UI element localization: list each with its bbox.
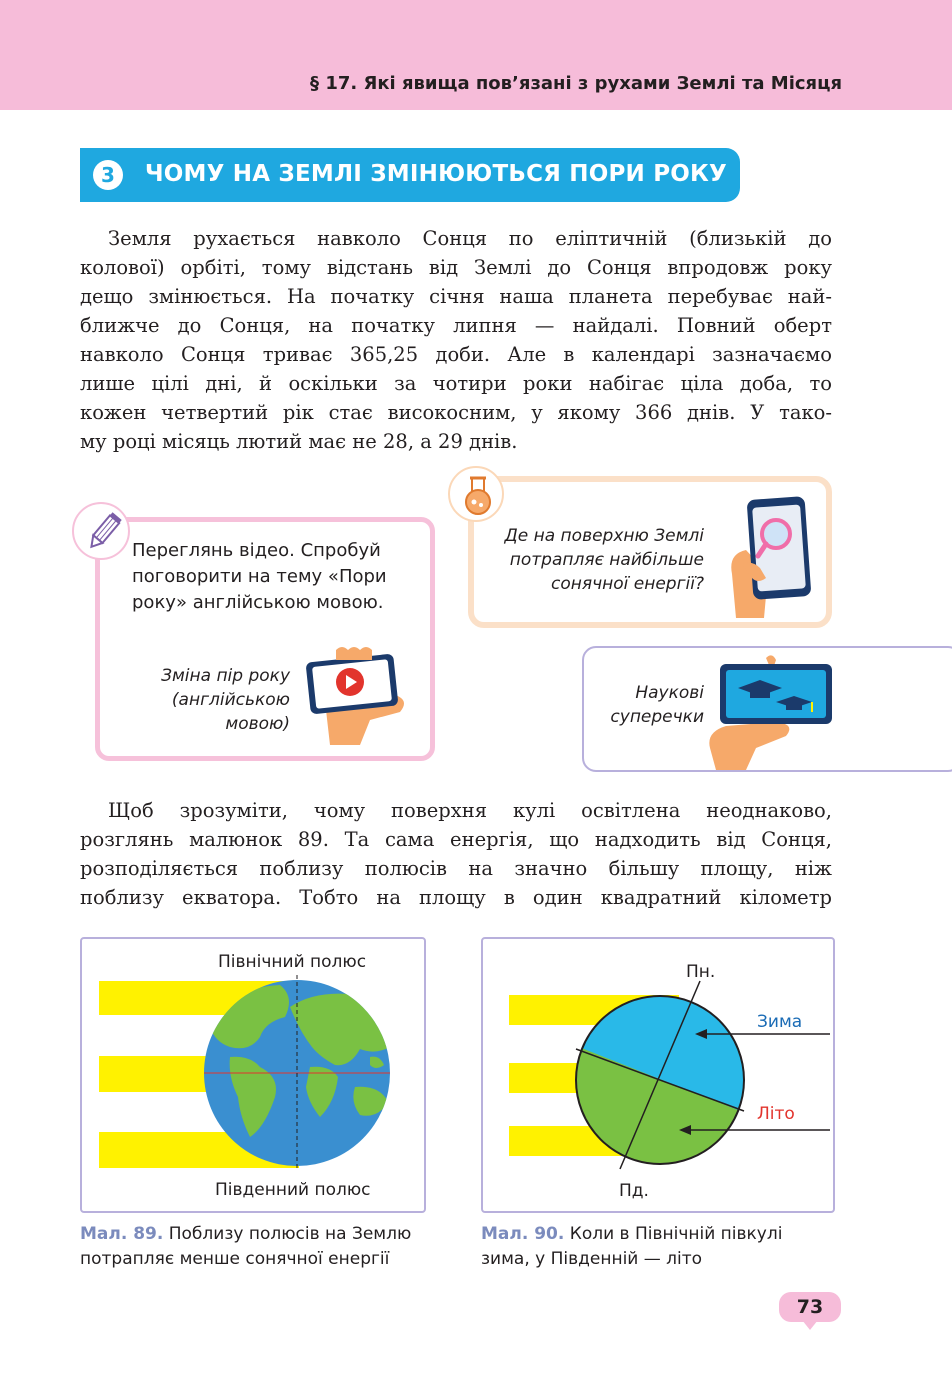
caption-number: Мал. 90.: [481, 1224, 565, 1244]
north-pole-label: Північний полюс: [218, 952, 367, 972]
caption-text: Коли в Північній півкулі: [564, 1224, 783, 1244]
caption-text: зима, у Південній — літо: [481, 1249, 703, 1269]
caption-number: Мал. 89.: [80, 1224, 164, 1244]
figure-89-caption: [80, 1222, 411, 1272]
text-line: розглянь малюнок 89. Та сама енергія, що надходить від Сонця,: [80, 828, 832, 851]
south-pole-label: Південний полюс: [215, 1180, 371, 1200]
pencil-icon: [74, 504, 132, 562]
page-number-tail: [802, 1320, 818, 1330]
debate-line: Наукові: [635, 683, 704, 703]
video-link-caption[interactable]: [150, 664, 290, 736]
text-line: колової) орбіті, тому відстань від Землі до Сонця впродовж року: [80, 256, 832, 279]
figure-89-earth-diagram: [80, 937, 426, 1213]
text-line: ближче до Сонця, на початку липня — найдалі. Повний оберт: [80, 314, 832, 337]
summer-label: Літо: [757, 1104, 795, 1124]
flask-icon: [450, 468, 506, 524]
callout-line: Переглянь відео. Спробуй: [132, 540, 381, 561]
figure-90-seasons-diagram: [481, 937, 835, 1213]
page-number: 73: [779, 1292, 841, 1322]
caption-text: Поблизу полюсів на Землю: [163, 1224, 412, 1244]
callout-line: поговорити на тему «Пори: [132, 566, 387, 587]
debate-text[interactable]: [600, 681, 704, 729]
caption-line: Зміна пір року: [161, 666, 290, 686]
phone-video-icon[interactable]: [300, 640, 410, 750]
caption-line: (англійською: [171, 690, 290, 710]
debate-line: суперечки: [610, 707, 704, 727]
video-callout-text: [132, 538, 387, 616]
south-label: Пд.: [619, 1181, 649, 1201]
text-line: поблизу екватора. Тобто на площу в один квадратний кілометр: [80, 886, 832, 909]
question-text: [490, 524, 704, 596]
north-label: Пн.: [686, 962, 716, 982]
section-number: 3: [93, 160, 123, 190]
question-line: потрапляє найбільше: [509, 550, 704, 570]
caption-text: потрапляє менше сонячної енергії: [80, 1249, 390, 1269]
text-line: лише цілі дні, й оскільки за чотири роки набігає ціла доба, то: [80, 372, 832, 395]
text-line: розподіляється поблизу полюсів на значно більшу площу, ніж: [80, 857, 832, 880]
flask-badge: [448, 466, 504, 522]
section-title: ЧОМУ НА ЗЕМЛІ ЗМІНЮЮТЬСЯ ПОРИ РОКУ: [145, 161, 727, 187]
text-line: Щоб зрозуміти, чому поверхня кулі освітлена неоднаково,: [108, 799, 832, 822]
text-line: му році місяць лютий має не 28, а 29 днів.: [80, 430, 518, 453]
winter-label: Зима: [757, 1012, 803, 1032]
question-line: сонячної енергії?: [551, 574, 704, 594]
phone-search-icon[interactable]: [728, 494, 818, 624]
figure-90-caption: [481, 1222, 782, 1272]
text-line: дещо змінюється. На початку січня наша планета перебуває най-: [80, 285, 832, 308]
callout-line: року» англійською мовою.: [132, 592, 384, 613]
text-line: Земля рухається навколо Сонця по еліптичній (близькій до: [108, 227, 832, 250]
caption-line: мовою): [225, 714, 290, 734]
paragraph-orbit: [80, 224, 832, 456]
text-line: навколо Сонця триває 365,25 доби. Але в календарі зазначаємо: [80, 343, 832, 366]
chapter-title: § 17. Які явища пов’язані з рухами Землі та Місяця: [310, 73, 842, 94]
phone-graduation-icon[interactable]: [706, 652, 836, 778]
paragraph-illumination: [80, 796, 832, 912]
question-line: Де на поверхню Землі: [504, 526, 704, 546]
text-line: кожен четвертий рік стає високосним, у якому 366 днів. У тако-: [80, 401, 832, 424]
pencil-badge: [72, 502, 130, 560]
